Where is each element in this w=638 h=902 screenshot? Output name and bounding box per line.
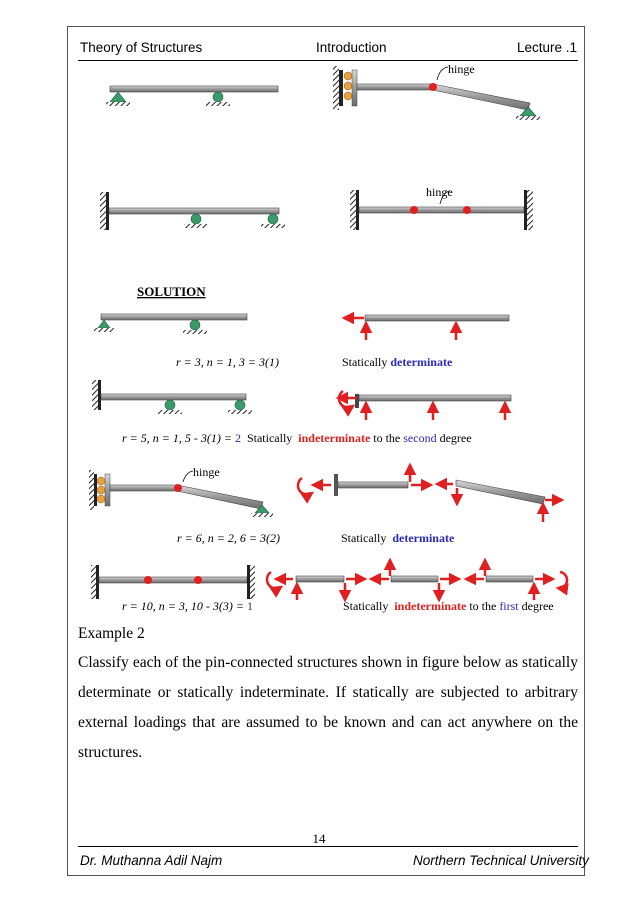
row4-result-prefix: Statically [343,599,395,613]
row2-eq-prefix: r = 5, n = 1, 5 - 3(1) = [122,431,235,445]
row3-result [341,531,455,545]
page-number: 14 [312,831,326,846]
fig-c-fixed-roller-beam [100,192,285,230]
solution-row-2 [92,380,511,445]
hinge-label-2: hinge [426,185,453,199]
row1-equation: r = 3, n = 1, 3 = 3(1) [176,355,279,369]
row4-degree: first [499,599,519,613]
solution-row-4 [91,560,567,613]
row2-tail: degree [436,431,472,445]
row2-to-the: to the [370,431,404,445]
example-title: Example 2 [78,625,145,642]
row1-keyword: determinate [390,355,453,369]
row4-eq-prefix: r = 10, n = 3, 10 - 3(3) = [122,599,247,613]
footer-university: Northern Technical University [413,853,589,868]
row3-equation: r = 6, n = 2, 6 = 3(2) [177,531,280,545]
row3-keyword: determinate [392,531,455,545]
row4-keyword: indeterminate [394,599,467,613]
row2-text-mid: Statically [240,431,299,445]
example-paragraph: Classify each of the pin-connected structures shown in figure below as statically determinate or statically indeterminate. If statically are subjected to arbitrary external loadings that are assumed to be known and can act anywhere on the structures. [78,654,578,761]
row4-to-the: to the [466,599,500,613]
row1-result-prefix: Statically [342,355,391,369]
header-lecture: Lecture .1 [517,40,578,55]
footer-author: Dr. Muthanna Adil Najm [80,853,223,868]
solution-row-1 [94,314,509,369]
hinge-label-3: hinge [193,465,220,479]
row4-equation [122,599,253,613]
row2-text [122,431,472,445]
footer-rule [78,846,578,847]
row2-keyword: indeterminate [298,431,371,445]
fig-d-fixed-fixed-hinged-beam [350,185,533,230]
solution-heading: SOLUTION [137,284,206,299]
row3-result-prefix: Statically [341,531,393,545]
row1-result [342,355,453,369]
fig-b-hinged-frame [333,62,540,120]
row4-eq-value: 1 [246,599,253,613]
row2-eq-value: 2 [234,431,241,445]
fig-a-pin-roller-beam [106,86,278,106]
header-course: Theory of Structures [80,40,203,55]
header-section: Introduction [316,40,387,55]
row4-tail: degree [518,599,554,613]
row2-degree: second [403,431,437,445]
solution-row-3 [89,465,562,545]
hinge-label: hinge [448,62,475,76]
row4-result [343,599,554,613]
